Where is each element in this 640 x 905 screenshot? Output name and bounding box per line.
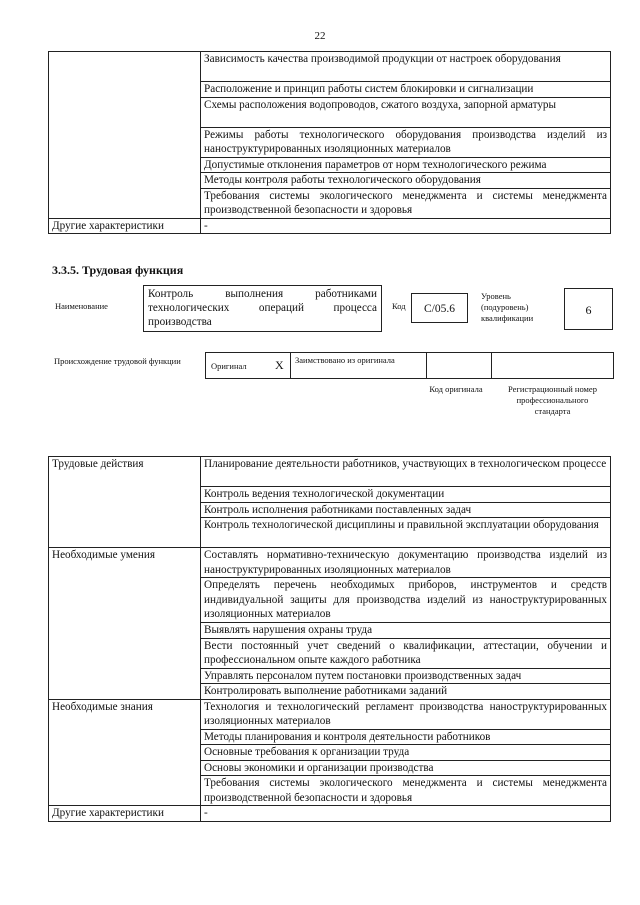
other-characteristics-label: Другие характеристики (49, 806, 201, 822)
borrowed-label: Заимствовано из оригинала (295, 355, 395, 365)
original-mark: X (275, 358, 284, 372)
page-number: 22 (314, 30, 326, 42)
group-label-cell (49, 52, 201, 219)
list-item: Требования системы экологического менеджмента и системы менеджмента производственной безопасности и здоровья (201, 776, 611, 806)
list-item: Выявлять нарушения охраны труда (201, 623, 611, 639)
table-row (49, 699, 611, 729)
group-label: Необходимые умения (49, 548, 201, 700)
table-row (49, 52, 611, 82)
section-title: 3.3.5. Трудовая функция (52, 263, 184, 277)
list-item: Контроль ведения технологической документации (201, 487, 611, 503)
list-item: Контроль исполнения работниками поставленных задач (201, 502, 611, 518)
labor-function-table (48, 456, 611, 822)
list-item: Контроль технологической дисциплины и правильной эксплуатации оборудования (201, 518, 611, 548)
other-characteristics-value: - (201, 806, 611, 822)
other-characteristics-label: Другие характеристики (49, 218, 201, 234)
knowledge-item: Расположение и принцип работы систем блокировки и сигнализации (201, 82, 611, 98)
qualification-level-box: 6 (564, 288, 613, 330)
cell-divider (426, 353, 427, 378)
function-code-box: C/05.6 (411, 293, 468, 323)
origin-label: Происхождение трудовой функции (54, 356, 181, 366)
original-label: Оригинал (211, 361, 247, 371)
origin-row (205, 352, 614, 379)
list-item: Составлять нормативно-техническую документацию производства изделий из наноструктурированных изоляционных материалов (201, 548, 611, 578)
list-item: Контролировать выполнение работниками заданий (201, 684, 611, 700)
qualification-level-label: Уровень (подуровень) квалификации (481, 291, 534, 323)
list-item: Методы планирования и контроля деятельности работников (201, 729, 611, 745)
other-characteristics-value: - (201, 218, 611, 234)
list-item: Управлять персоналом путем постановки производственных задач (201, 668, 611, 684)
knowledge-item: Методы контроля работы технологического оборудования (201, 173, 611, 189)
knowledge-item: Допустимые отклонения параметров от норм технологического режима (201, 157, 611, 173)
registration-number-caption: Регистрационный номер профессионального стандарта (508, 384, 597, 416)
table-row (49, 457, 611, 487)
list-item: Определять перечень необходимых приборов, инструментов и средств индивидуальной защиты для производства изделий из наноструктурированных изоляционных материалов (201, 578, 611, 623)
knowledge-item: Зависимость качества производимой продукции от настроек оборудования (201, 52, 611, 82)
list-item: Технология и технологический регламент производства наноструктурированных изоляционных материалов (201, 699, 611, 729)
cell-divider (491, 353, 492, 378)
knowledge-table-continued (48, 51, 611, 234)
cell-divider (290, 353, 291, 378)
table-row (49, 548, 611, 578)
table-row (49, 218, 611, 234)
group-label: Трудовые действия (49, 457, 201, 548)
function-name-box: Контроль выполнения работниками технологических операций процесса производства (143, 285, 382, 332)
knowledge-item: Режимы работы технологического оборудования производства изделий из наноструктурированных изоляционных материалов (201, 127, 611, 157)
list-item: Вести постоянный учет сведений о квалификации, аттестации, обучении и профессиональном опыте каждого работника (201, 638, 611, 668)
name-label: Наименование (55, 301, 108, 311)
code-original-caption: Код оригинала (429, 384, 483, 394)
group-label: Необходимые знания (49, 699, 201, 806)
knowledge-item: Схемы расположения водопроводов, сжатого воздуха, запорной арматуры (201, 97, 611, 127)
knowledge-item: Требования системы экологического менеджмента и системы менеджмента производственной безопасности и здоровья (201, 188, 611, 218)
list-item: Основы экономики и организации производства (201, 760, 611, 776)
list-item: Основные требования к организации труда (201, 745, 611, 761)
list-item: Планирование деятельности работников, участвующих в технологическом процессе (201, 457, 611, 487)
code-label: Код (392, 301, 406, 311)
table-row (49, 806, 611, 822)
